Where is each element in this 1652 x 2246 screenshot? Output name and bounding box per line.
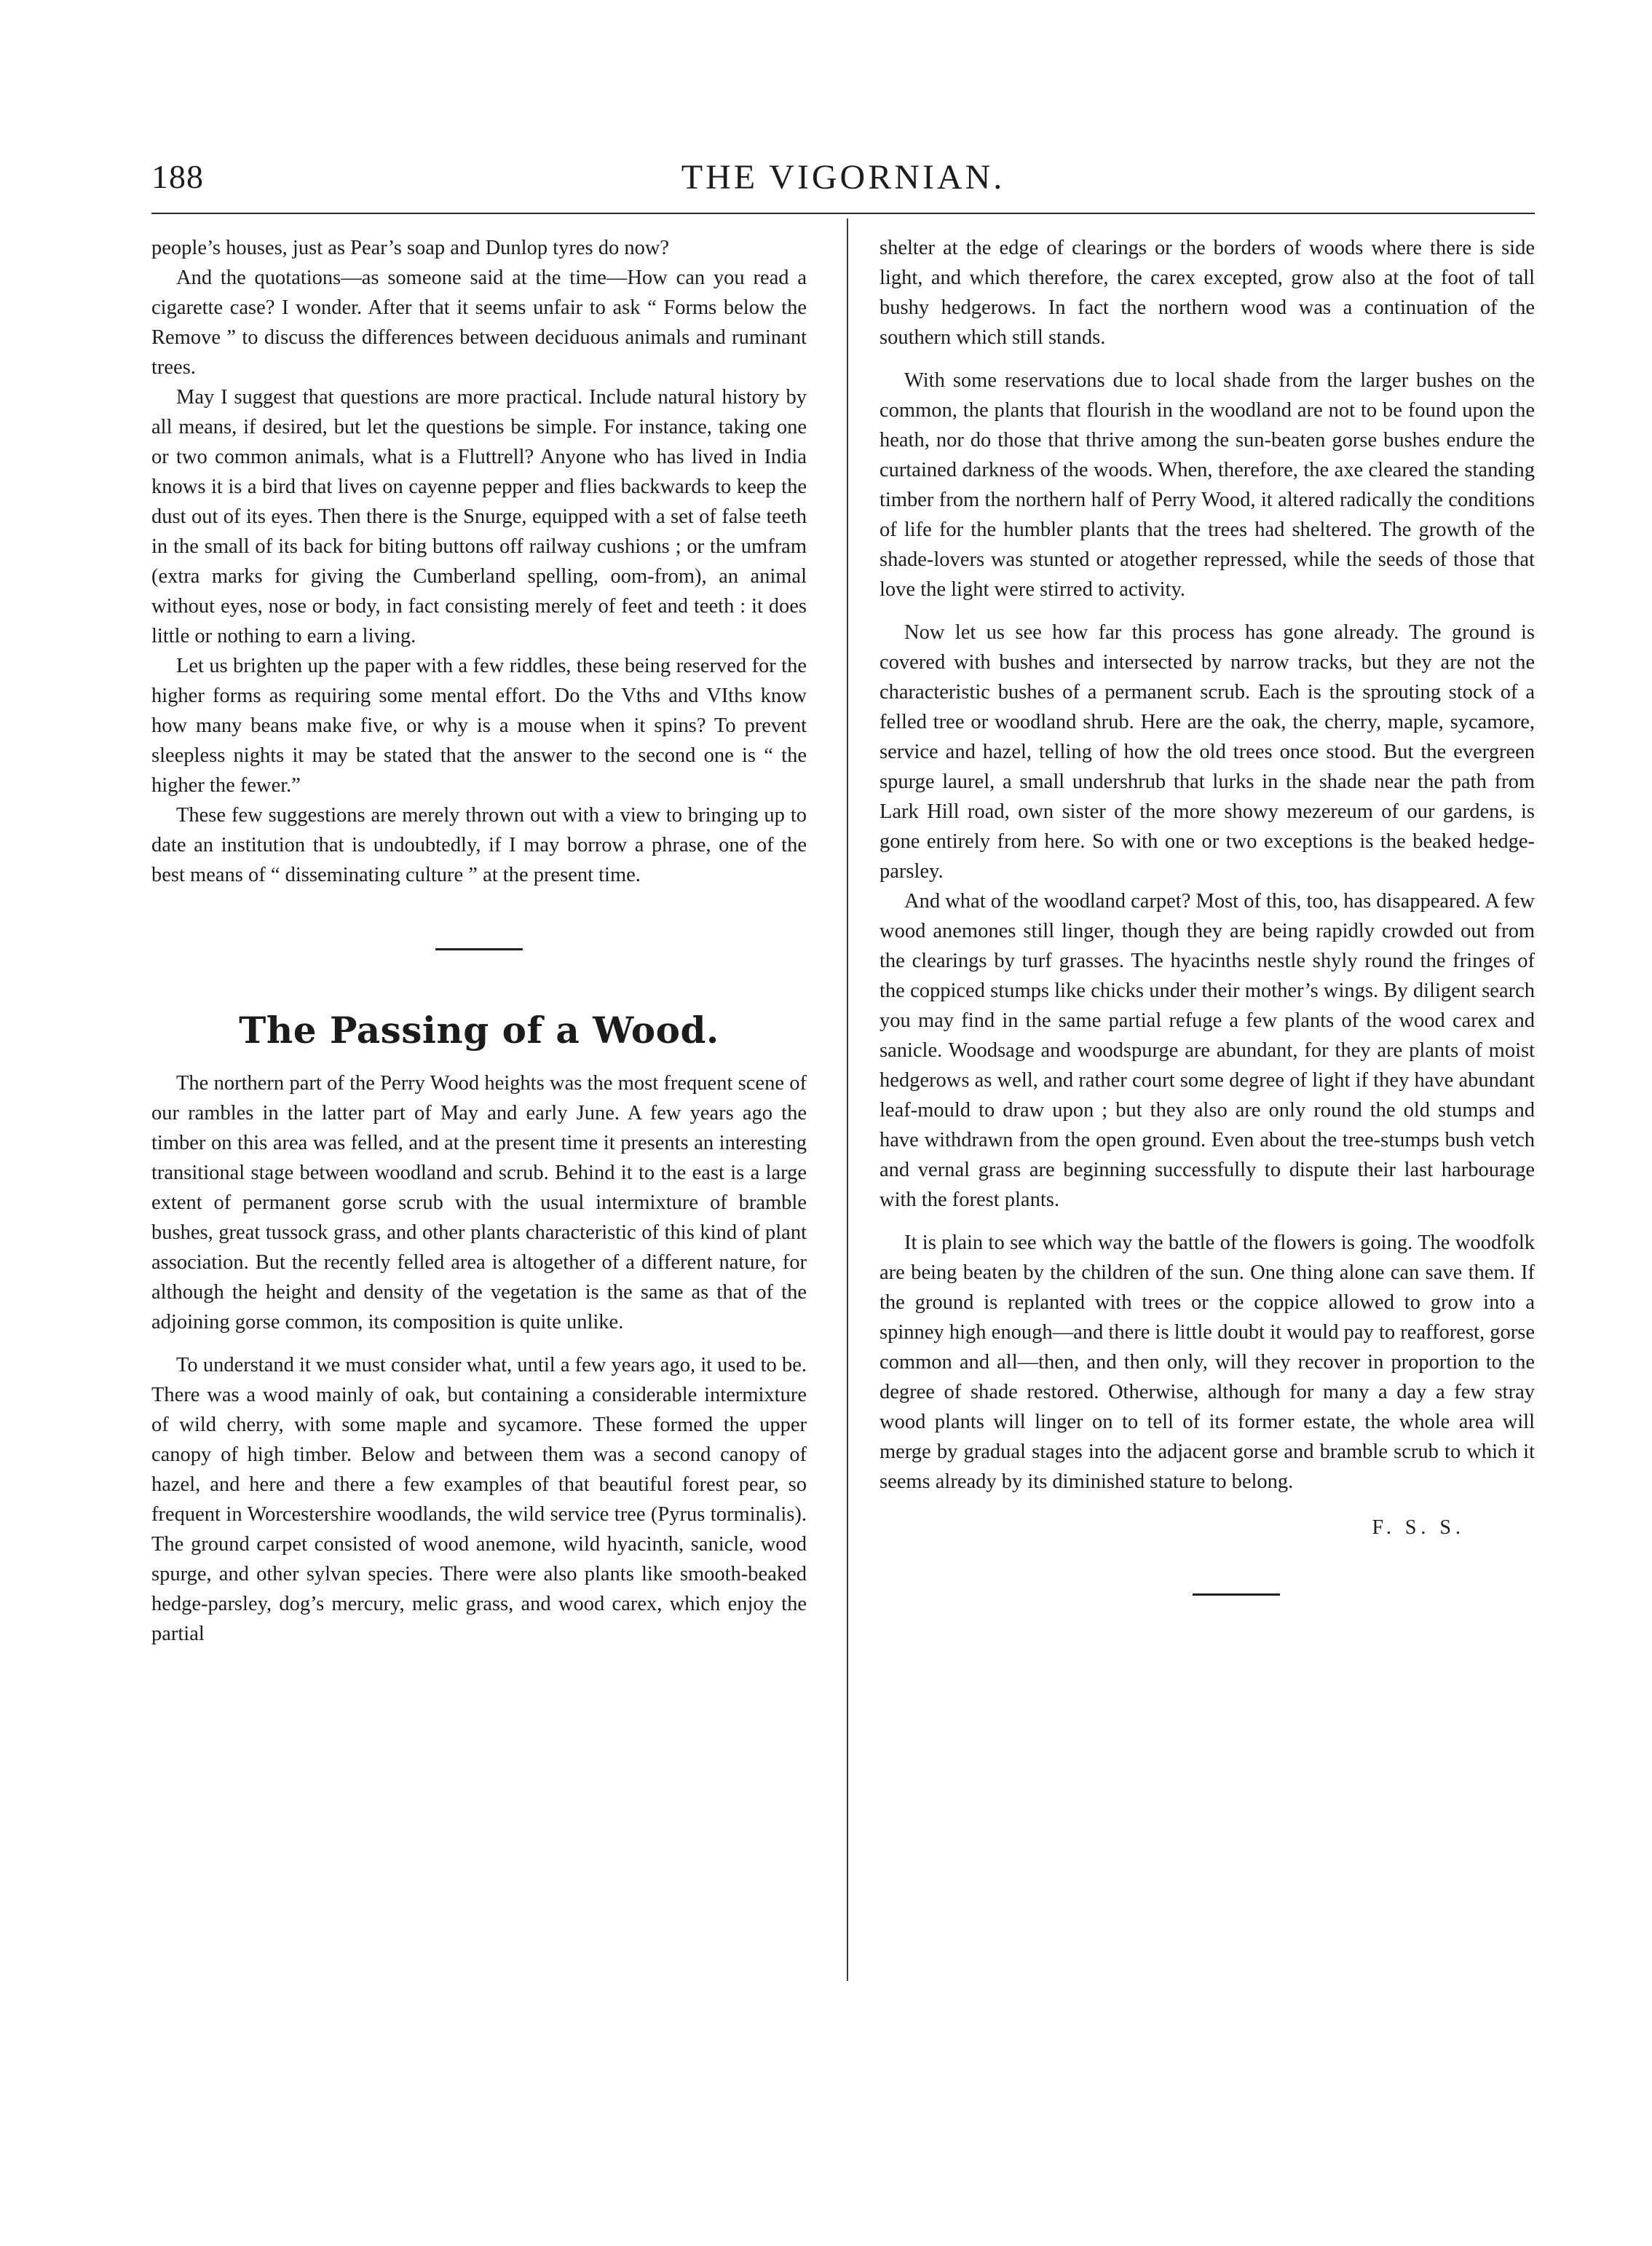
page-header xyxy=(151,151,1535,210)
article-paragraph: To understand it we must consider what, until a few years ago, it used to be. There was a wood mainly of oak, but containing a considerable intermixture of wild cherry, with some maple and sycamore. These formed the upper canopy of high timber. Below and between them was a second canopy of hazel, and here and there a few examples of that beautiful forest pear, so frequent in Worcestershire woodlands, the wild service tree (Pyrus torminalis). The ground carpet consisted of wood anemone, wild hyacinth, sanicle, wood spurge, and other sylvan species. There were also plants like smooth-beaked hedge-parsley, dog’s mercury, melic grass, and wood carex, which enjoy the partial xyxy=(151,1354,807,1645)
journal-title: THE VIGORNIAN. xyxy=(681,158,1005,197)
continued-paragraph: These few suggestions are merely thrown out with a view to bringing up to date an institution that is undoubtedly, if I may borrow a phrase, one of the best means of “ disseminating culture ” at the present time. xyxy=(151,804,807,886)
page-number: 188 xyxy=(151,158,204,195)
column-divider xyxy=(847,218,848,1981)
article-paragraph: With some reservations due to local shade from the larger bushes on the common, the plants that flourish in the woodland are not to be found upon the heath, nor do those that thrive among the sun-beaten gorse bushes endure the curtained darkness of the woods. When, therefore, the axe cleared the standing timber from the northern half of Perry Wood, it altered radically the conditions of life for the humbler plants that the trees had sheltered. The growth of the shade-lovers was stunted or atogether repressed, while the seeds of those that love the light were stirred to activity. xyxy=(880,369,1535,601)
continued-paragraph: people’s houses, just as Pear’s soap and Dunlop tyres do now? xyxy=(151,237,670,259)
article-paragraph: The northern part of the Perry Wood heights was the most frequent scene of our rambles in the latter part of May and early June. A few years ago the timber on this area was felled, and at the present time it presents an interesting transitional stage between woodland and scrub. Behind it to the east is a large extent of permanent gorse scrub with the usual intermixture of bramble bushes, great tussock grass, and other plants characteristic of this kind of plant association. But the recently felled area is altogether of a different nature, for although the height and density of the vegetation is the same as that of the adjoining gorse common, its composition is quite unlike. xyxy=(151,1072,807,1333)
left-column xyxy=(151,233,807,1649)
continued-paragraph: And the quotations—as someone said at the time—How can you read a cigarette case? I wonder. After that it seems unfair to ask “ Forms below the Remove ” to discuss the differences between deciduous animals and ruminant trees. xyxy=(151,267,807,379)
article-paragraph: And what of the woodland carpet? Most of this, too, has disappeared. A few wood anemones still linger, though they are being rapidly crowded out from the clearings by turf grasses. The hyacinths nestle shyly round the fringes of the coppiced stumps like chicks under their mother’s wings. By diligent search you may find in the same partial refuge a few plants of the wood carex and sanicle. Woodsage and woodspurge are abundant, for they are plants of moist hedgerows as well, and rather court some degree of light if they have abundant leaf-mould to draw upon ; but they also are only round the old stumps and have withdrawn from the open ground. Even about the tree-stumps bush vetch and vernal grass are beginning successfully to dispute their last harbourage with the forest plants. xyxy=(880,890,1535,1211)
article-paragraph: Now let us see how far this process has gone already. The ground is covered with bushes and intersected by narrow tracks, but they are not the characteristic bushes of a permanent scrub. Each is the sprouting stock of a felled tree or woodland shrub. Here are the oak, the cherry, maple, sycamore, service and hazel, telling of how the old trees once stood. But the evergreen spurge laurel, a small undershrub that lurks in the shade near the path from Lark Hill road, own sister of the more showy mezereum of our gardens, is gone entirely from here. So with one or two exceptions is the beaked hedge-parsley. xyxy=(880,621,1535,883)
article-paragraph: It is plain to see which way the battle of the flowers is going. The woodfolk are being beaten by the children of the sun. One thing alone can save them. If the ground is replanted with trees or the coppice allowed to grow into a spinney high enough—and there is little doubt it would pay to reafforest, gorse common and all—then, and then only, will they recover in proportion to the degree of shade restored. Otherwise, although for many a day a few stray wood plants will linger on to tell of its former estate, the whole area will merge by gradual stages into the adjacent gorse and bramble scrub to which it seems already by its diminished stature to belong. xyxy=(880,1232,1535,1493)
continued-paragraph: Let us brighten up the paper with a few riddles, these being reserved for the higher forms as requiring some mental effort. Do the Vths and VIths know how many beans make five, or why is a mouse when it spins? To prevent sleepless nights it may be stated that the answer to the second one is “ the higher the fewer.” xyxy=(151,655,807,797)
article-paragraph: shelter at the edge of clearings or the borders of woods where there is side light, and which therefore, the carex excepted, grow also at the foot of tall bushy hedgerows. In fact the northern wood was a continuation of the southern which still stands. xyxy=(880,237,1535,349)
header-rule xyxy=(151,213,1535,214)
article-title: The Passing of a Wood. xyxy=(239,1009,719,1052)
section-separator-rule xyxy=(435,948,523,950)
end-rule xyxy=(1193,1593,1280,1596)
continued-paragraph: May I suggest that questions are more practical. Include natural history by all means, if desired, but let the questions be simple. For instance, taking one or two common animals, what is a Fluttrell? Anyone who has lived in India knows it is a bird that lives on cayenne pepper and flies backwards to keep the dust out of its eyes. Then there is the Snurge, equipped with a set of false teeth in the small of its back for biting buttons off railway cushions ; or the umfram (extra marks for giving the Cumberland spelling, oom-from), an animal without eyes, nose or body, in fact consisting merely of feet and teeth : it does little or nothing to earn a living. xyxy=(151,386,807,647)
right-column xyxy=(880,233,1535,1596)
author-signature: F. S. S. xyxy=(1372,1516,1465,1539)
